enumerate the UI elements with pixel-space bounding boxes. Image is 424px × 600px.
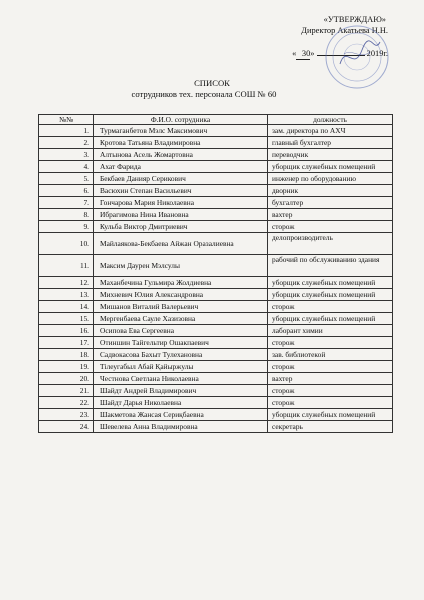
- employee-position: рабочий по обслуживанию здания: [268, 255, 393, 277]
- column-header-name: Ф.И.О. сотрудника: [94, 115, 268, 125]
- table-row: [39, 149, 393, 161]
- employee-position: уборщик служебных помещений: [268, 409, 393, 421]
- row-number: 5.: [39, 173, 94, 185]
- employee-position: вахтер: [268, 373, 393, 385]
- title-subtitle: сотрудников тех. персонала СОШ № 60: [131, 89, 277, 99]
- row-number: 16.: [39, 325, 94, 337]
- table-row: [39, 185, 393, 197]
- employee-position: уборщик служебных помещений: [268, 161, 393, 173]
- date-month: [317, 55, 365, 56]
- table-row: [39, 197, 393, 209]
- employee-name: Шакметова Жансая Сериқбаевна: [94, 409, 268, 421]
- employee-name: Максим Даурен Мэлсулы: [94, 255, 268, 277]
- table-row: [39, 277, 393, 289]
- employee-name: Кротова Татьяна Владимировна: [94, 137, 268, 149]
- employee-position: сторож: [268, 301, 393, 313]
- row-number: 7.: [39, 197, 94, 209]
- row-number: 3.: [39, 149, 94, 161]
- employee-name: Алтынова Асель Жомартовна: [94, 149, 268, 161]
- employee-position: вахтер: [268, 209, 393, 221]
- employee-position: сторож: [268, 385, 393, 397]
- table-row: [39, 361, 393, 373]
- employee-position: секретарь: [268, 421, 393, 433]
- table-row: [39, 209, 393, 221]
- table-row: [39, 313, 393, 325]
- employee-name: Честнова Светлана Николаевна: [94, 373, 268, 385]
- table-row: [39, 349, 393, 361]
- approval-date: « 30» 2019г.: [292, 49, 388, 58]
- employee-name: Отиншин Тайгельтир Ошакпаевич: [94, 337, 268, 349]
- employee-position: бухгалтер: [268, 197, 393, 209]
- table-row: [39, 337, 393, 349]
- title-main: СПИСОК: [194, 78, 230, 88]
- employee-name: Мергенбаева Сауле Хазизовна: [94, 313, 268, 325]
- employee-name: Осипова Ева Сергеевна: [94, 325, 268, 337]
- employee-position: зам. директора по АХЧ: [268, 125, 393, 137]
- row-number: 10.: [39, 233, 94, 255]
- row-number: 23.: [39, 409, 94, 421]
- table-row: [39, 221, 393, 233]
- table-row: [39, 289, 393, 301]
- table-header-row: [39, 115, 393, 125]
- employee-position: дворник: [268, 185, 393, 197]
- employee-position: уборщик служебных помещений: [268, 277, 393, 289]
- row-number: 17.: [39, 337, 94, 349]
- employee-position: сторож: [268, 397, 393, 409]
- row-number: 24.: [39, 421, 94, 433]
- approval-heading: «УТВЕРЖДАЮ»: [323, 15, 386, 24]
- employee-name: Майлаякова-Бекбаева Айжан Оразалиевна: [94, 233, 268, 255]
- table-row: [39, 373, 393, 385]
- employee-name: Ахат Фарида: [94, 161, 268, 173]
- row-number: 4.: [39, 161, 94, 173]
- employee-name: Мишанов Виталий Валерьевич: [94, 301, 268, 313]
- employee-position: переводчик: [268, 149, 393, 161]
- approval-director: Директор Акатьева Н.Н.: [301, 26, 388, 35]
- table-row: [39, 301, 393, 313]
- table-row: [39, 255, 393, 277]
- employee-name: Тілеугабыл Абай Қайыржулы: [94, 361, 268, 373]
- approval-block: [292, 14, 388, 60]
- employee-name: Васюхин Степан Васильевич: [94, 185, 268, 197]
- employee-position: сторож: [268, 221, 393, 233]
- row-number: 8.: [39, 209, 94, 221]
- employee-name: Бекбаев Данияр Серикович: [94, 173, 268, 185]
- table-row: [39, 385, 393, 397]
- row-number: 12.: [39, 277, 94, 289]
- employee-position: уборщик служебных помещений: [268, 313, 393, 325]
- table-row: [39, 173, 393, 185]
- employee-position: инженер по оборудованию: [268, 173, 393, 185]
- column-header-position: должность: [268, 115, 393, 125]
- row-number: 1.: [39, 125, 94, 137]
- row-number: 2.: [39, 137, 94, 149]
- employee-name: Кульба Виктор Дмитриевич: [94, 221, 268, 233]
- table-row: [39, 137, 393, 149]
- row-number: 11.: [39, 255, 94, 277]
- row-number: 19.: [39, 361, 94, 373]
- table-row: [39, 397, 393, 409]
- table-row: [39, 325, 393, 337]
- employee-position: сторож: [268, 361, 393, 373]
- employee-position: делопроизводитель: [268, 233, 393, 255]
- employee-position: зав. библиотекой: [268, 349, 393, 361]
- employee-name: Турмаганбетов Мэлс Максимович: [94, 125, 268, 137]
- employee-name: Шайдт Андрей Владимирович: [94, 385, 268, 397]
- column-header-number: №№: [39, 115, 94, 125]
- row-number: 22.: [39, 397, 94, 409]
- table-row: [39, 233, 393, 255]
- row-number: 21.: [39, 385, 94, 397]
- table-row: [39, 421, 393, 433]
- staff-table: [38, 114, 393, 433]
- employee-position: уборщик служебных помещений: [268, 289, 393, 301]
- employee-name: Маханбечина Гульмира Жолдиевна: [94, 277, 268, 289]
- table-row: [39, 409, 393, 421]
- employee-name: Шайдт Дарья Николаевна: [94, 397, 268, 409]
- employee-name: Михневич Юлия Александровна: [94, 289, 268, 301]
- employee-name: Садвокасова Бахыт Тулехановна: [94, 349, 268, 361]
- date-day: 30: [296, 48, 310, 60]
- row-number: 15.: [39, 313, 94, 325]
- document-title: [0, 78, 424, 100]
- employee-position: сторож: [268, 337, 393, 349]
- row-number: 9.: [39, 221, 94, 233]
- table-row: [39, 161, 393, 173]
- row-number: 14.: [39, 301, 94, 313]
- table-row: [39, 125, 393, 137]
- row-number: 20.: [39, 373, 94, 385]
- employee-name: Гончарова Мария Николаевна: [94, 197, 268, 209]
- employee-name: Ибрагимова Нина Ивановна: [94, 209, 268, 221]
- row-number: 6.: [39, 185, 94, 197]
- date-year: 2019г.: [366, 49, 388, 58]
- employee-position: главный бухгалтер: [268, 137, 393, 149]
- employee-position: лаборант химии: [268, 325, 393, 337]
- employee-name: Шевелева Анна Владимировна: [94, 421, 268, 433]
- row-number: 18.: [39, 349, 94, 361]
- row-number: 13.: [39, 289, 94, 301]
